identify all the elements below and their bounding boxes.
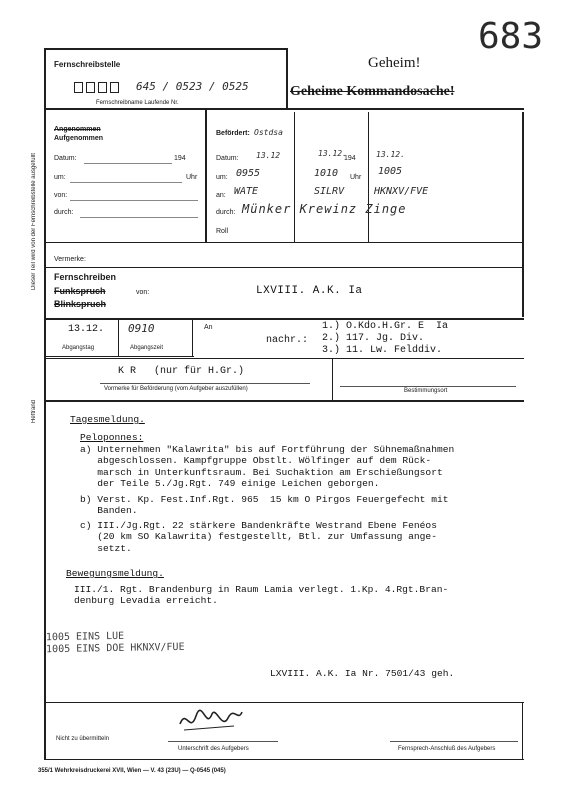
fwd-date-3: 13.12. [376,150,405,159]
frame-priority-bottom [44,400,524,402]
stamp-line-1: 1005 EINS LUE [45,630,125,644]
fwd-to-1: WATE [234,186,259,197]
teletype-stamp [46,630,185,656]
frame-footer-right [522,702,523,760]
recv-line-3 [70,200,198,201]
form-box-2 [86,82,95,93]
type-signal-struck: Blinkspruch [54,299,107,309]
frame-dispatch-divider2 [192,320,193,356]
frame-top-line2 [44,108,524,110]
dispatch-copy-label: nachr.: [266,335,309,346]
signature-scribble [176,704,246,736]
dispatch-to-label: An [204,324,213,331]
reference-number: LXVIII. A.K. Ia Nr. 7501/43 geh. [270,668,455,679]
fwd-time-label: Uhr [350,174,362,181]
form-number-label: Fernschreibname Laufende Nr. [96,100,179,106]
recv-from-label: von: [54,192,68,199]
recv-line-4 [80,217,198,218]
type-teletype: Fernschreiben [54,272,117,282]
frame-top-left [44,48,288,50]
phone-line [390,741,518,742]
recipients-list [322,321,448,357]
frame-recv-bottom [44,242,524,243]
destination-underline [340,386,516,387]
recv-line-1 [84,163,172,164]
fwd-col-divider-1 [294,112,295,242]
fwd-time-3: 1005 [378,166,403,177]
stamp-line-2: 1005 EINS DOE HKNXV/FUE [46,641,185,656]
fwd-date-1: 13.12 [256,151,281,160]
sender: LXVIII. A.K. Ia [256,285,363,297]
fwd-by-label: durch: [216,209,236,216]
fwd-time-2: 1010 [314,168,339,179]
dispatch-day: 13.12. [68,324,105,335]
body-heading: Tagesmeldung. [70,414,145,425]
form-box-4 [110,82,119,93]
fwd-col-divider-2 [368,112,369,242]
recv-line-2 [70,182,182,183]
printer-imprint: 355/1 Wehrkreisdruckerei XVII, Wien — V. 43 (23U) — Q-0545 (045) [38,768,226,774]
body-item-a: a) Unternehmen "Kalawrita" bis auf Fortführung der Sühnemaßnahmen abgeschlossen. Kampfgruppe Obstlt. Wölfinger auf dem Rück- marsch in Unterkunftsraum. Bei Suchaktion am Erschießungsort der Teile 5./Jg.Rgt. 749 einige Leichen geborgen. [80,444,455,490]
type-from-label: von: [136,289,150,296]
page-number-handwritten: 683 [478,16,544,57]
forwarded-title: Befördert: [216,130,250,137]
fwd-roll-label: Roll [216,228,229,235]
recv-year-label: 194 [174,155,186,162]
fwd-to-label: an: [216,192,226,199]
classification: Geheim! [368,55,421,71]
left-vertical-note: Dieser Teil wird von der Fernschreibstelle ausgefüllt [31,153,37,290]
body-item-b: b) Verst. Kp. Fest.Inf.Rgt. 965 15 km O Pirgos Feuergefecht mit Banden. [80,494,449,517]
form-box-3 [98,82,107,93]
dispatch-day-label: Abgangstag [62,345,95,351]
recipient-3: 3.) 11. Lw. Felddiv. [322,345,443,356]
dispatch-time-hand: 0910 [128,322,155,335]
fwd-by-signatures: Münker Krewinz Zinge [242,202,407,216]
fwd-year-label: 194 [344,155,356,162]
fwd-date-label: Datum: [216,155,239,162]
movement-heading: Bewegungsmeldung. [66,568,164,579]
body-item-c: c) III./Jg.Rgt. 22 stärkere Bandenkräfte Westrand Ebene Fenéos (20 km SO Kalawrita) festgestellt, Btl. zur Umfassung ange- setzt. [80,520,437,554]
frame-bottom [44,759,524,760]
fwd-time-1: 0955 [236,168,261,179]
signature-line [168,741,278,742]
forwarded-hand-note: Ostdsa [254,128,283,137]
recv-at-label: um: [54,174,66,181]
recipient-2: 2.) 117. Jg. Div. [322,333,425,344]
dispatch-time-label: Abgangszeit [130,345,164,351]
frame-dispatch-divider1 [118,320,119,356]
margin-note: Heftrand [31,400,37,424]
frame-right [522,112,524,317]
fwd-at-label: um: [216,174,228,181]
frame-type-bottom [44,318,524,320]
recv-date-label: Datum: [54,155,77,162]
movement-text: III./1. Rgt. Brandenburg in Raum Lamia verlegt. 1.Kp. 4.Rgt.Bran- denburg Levadia erreicht. [74,584,449,607]
form-numbers-handwritten: 645 / 0523 / 0525 [136,80,249,93]
no-transmit-label: Nicht zu übermitteln [56,736,110,742]
fwd-to-3: HKNXV/FVE [374,186,429,197]
frame-recv-divider [205,110,207,242]
received-label: Angenommen [54,126,101,133]
fwd-date-2: 13.12. [318,149,347,158]
priority-underline [100,383,310,384]
body-region: Peloponnes: [80,432,144,443]
frame-dispatch-bottom [44,356,194,357]
office-title: Fernschreibstelle [54,60,121,69]
recv-by-label: durch: [54,209,74,216]
phone-label: Fernsprech-Anschluß des Aufgebers [398,746,496,752]
fwd-to-2: SILRV [314,186,345,197]
frame-vermerke-bottom [44,267,524,268]
frame-footer-top [44,702,524,703]
frame-mid-divider [286,48,288,108]
recorded-label: Aufgenommen [54,135,103,142]
destination-label: Bestimmungsort [404,388,448,394]
priority-label: Vormerke für Beförderung (vom Aufgeber auszufüllen) [104,386,248,392]
recipient-1: 1.) O.Kdo.H.Gr. E Ia [322,321,449,332]
signature-label: Unterschrift des Aufgebers [178,746,249,752]
recv-time-label: Uhr [186,174,198,181]
frame-dispatch-right-bottom [44,358,524,359]
vermerke-label: Vermerke: [54,256,86,263]
priority-value: K R (nur für H.Gr.) [118,366,245,377]
classification-struck: Geheime Kommandosache! [290,84,455,99]
type-radio-struck: Funkspruch [54,286,106,296]
frame-priority-divider [332,358,333,400]
form-box-1 [74,82,83,93]
